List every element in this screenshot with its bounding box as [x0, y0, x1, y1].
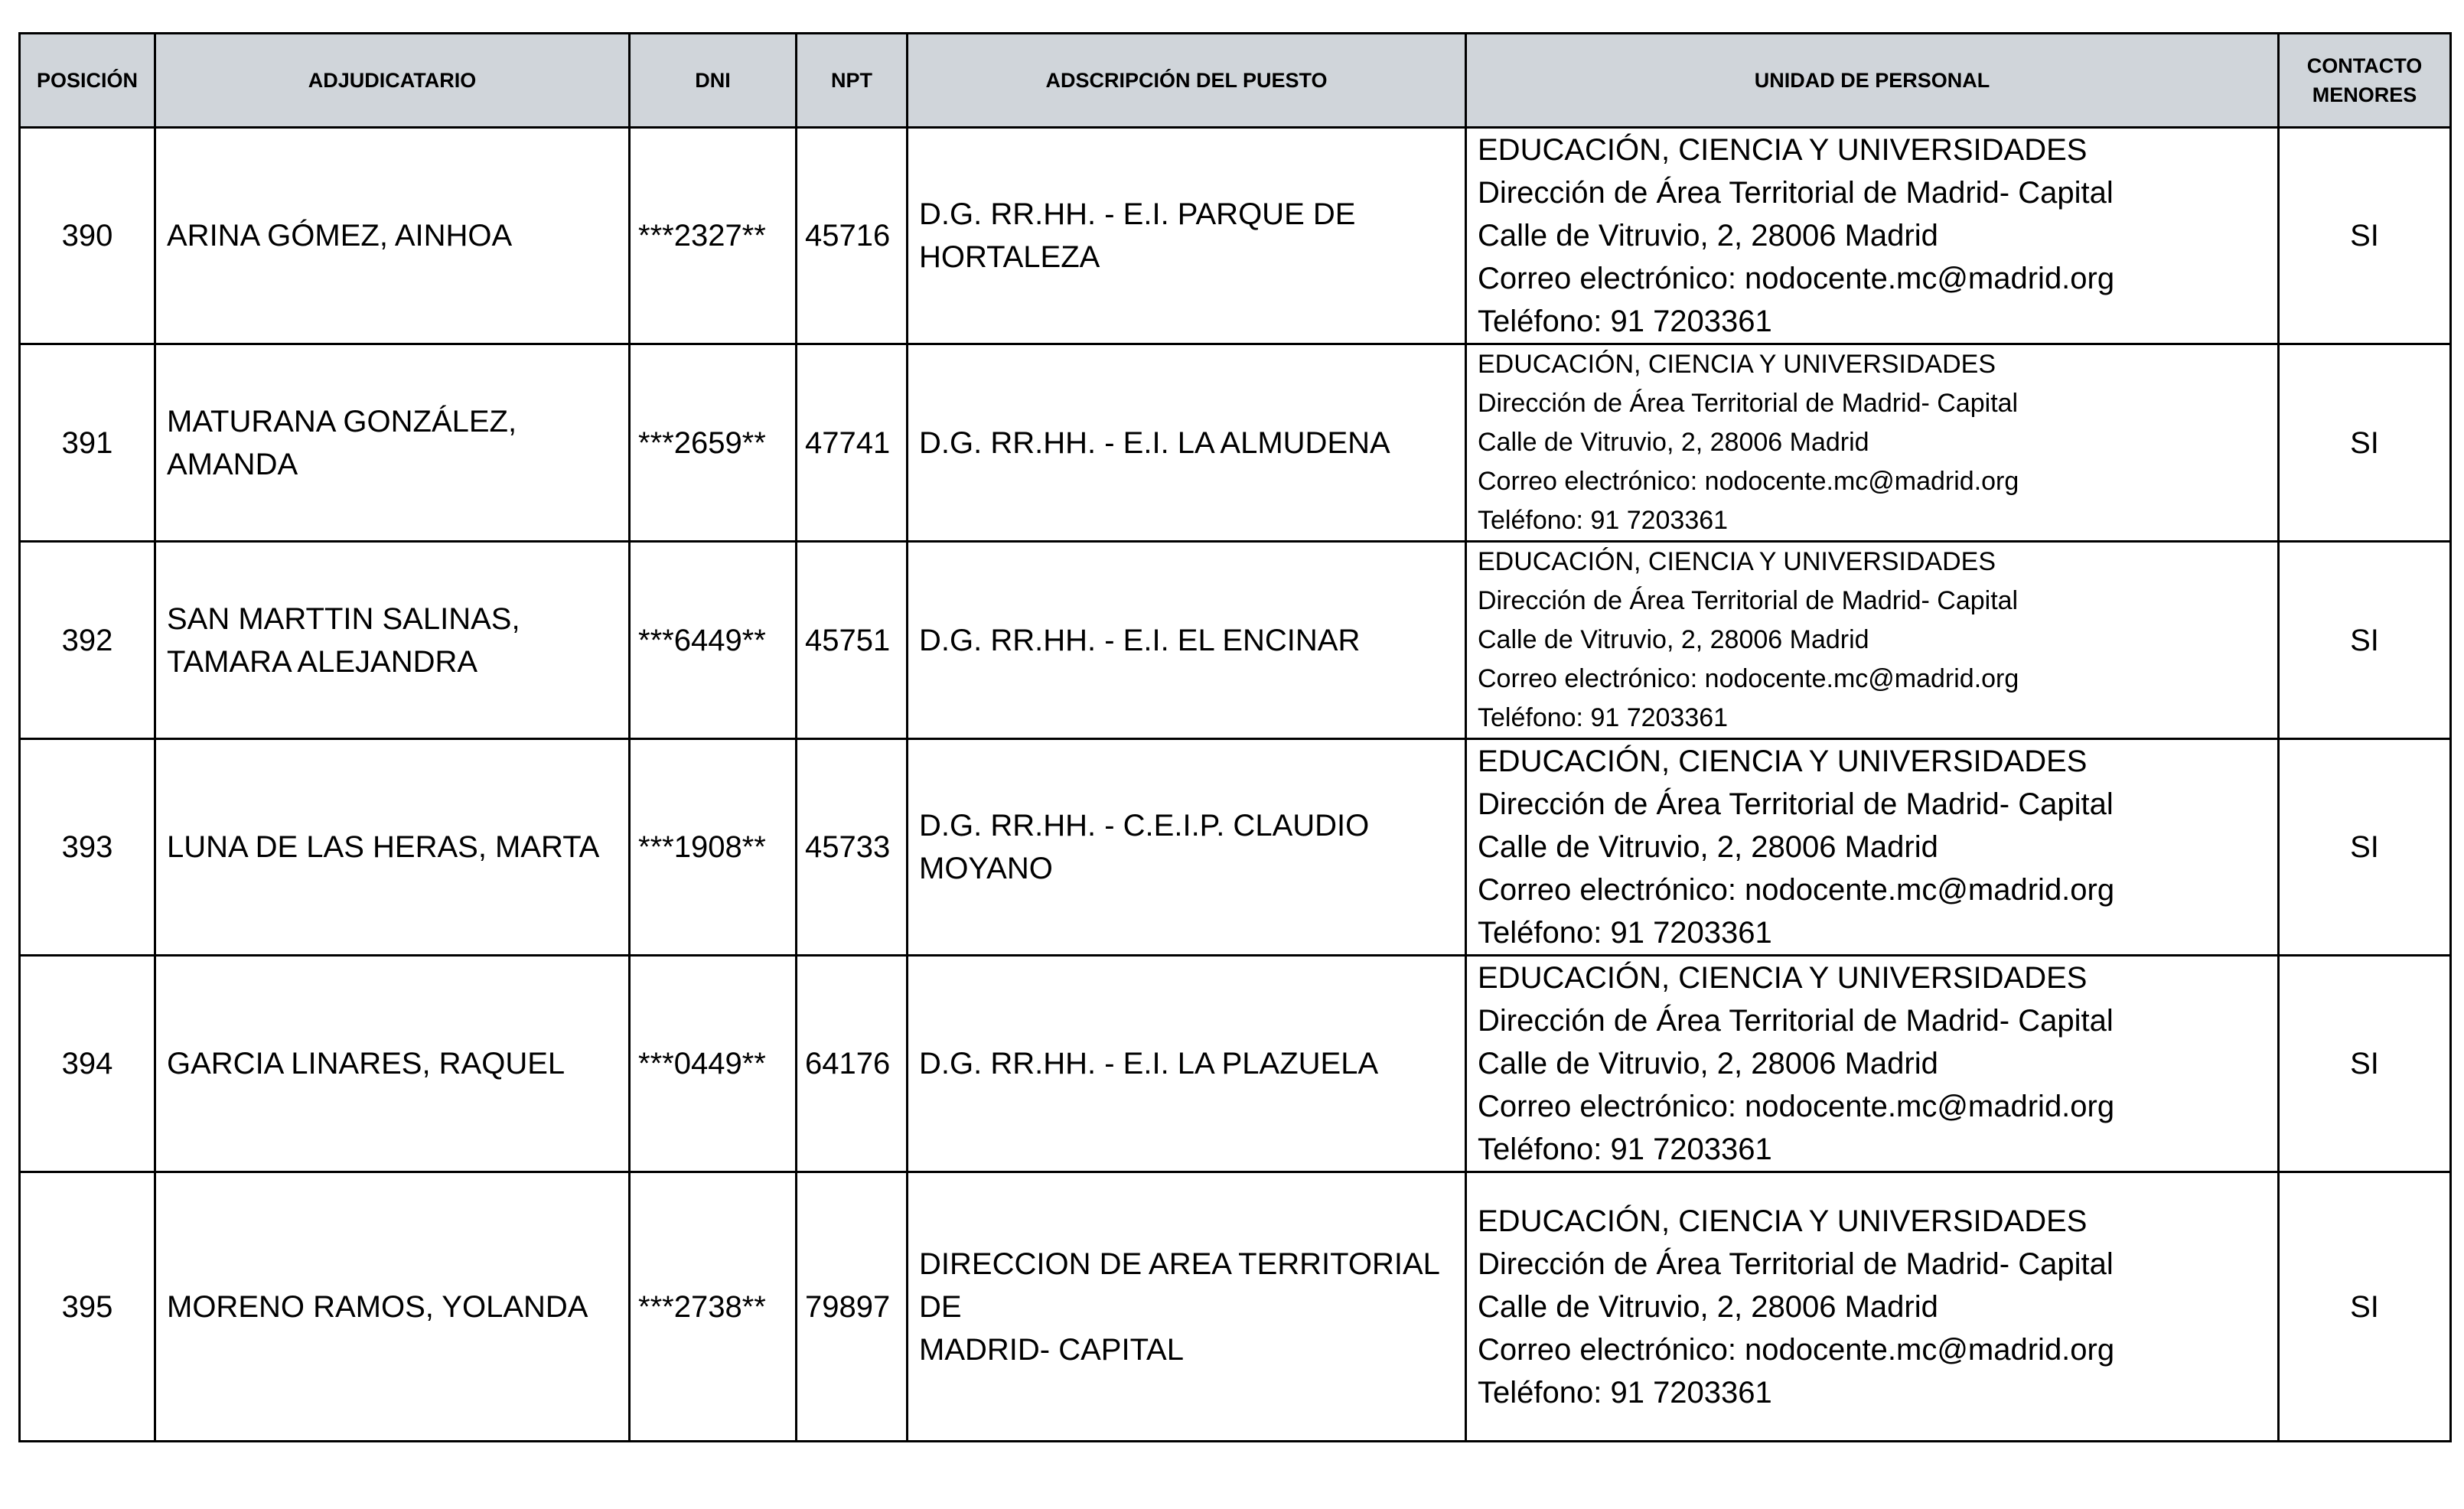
- cell-dni: ***2659**: [630, 344, 797, 542]
- cell-unidad: [1466, 344, 2279, 542]
- cell-unidad: [1466, 739, 2279, 956]
- cell-contacto-menores: SI: [2279, 956, 2451, 1172]
- unidad-line: Calle de Vitruvio, 2, 28006 Madrid: [1478, 1289, 1938, 1324]
- cell-unidad: [1466, 128, 2279, 344]
- unidad-line: EDUCACIÓN, CIENCIA Y UNIVERSIDADES: [1478, 1204, 2088, 1238]
- unidad-line: Teléfono: 91 7203361: [1478, 703, 1729, 732]
- cell-posicion: 394: [20, 956, 155, 1172]
- unidad-line: Calle de Vitruvio, 2, 28006 Madrid: [1478, 219, 1938, 253]
- adjudicatario-line: AMANDA: [167, 447, 298, 481]
- header-npt: NPT: [797, 34, 908, 128]
- cell-unidad: [1466, 542, 2279, 739]
- adjudicatario-line: SAN MARTTIN SALINAS,: [167, 601, 520, 636]
- unidad-line: Correo electrónico: nodocente.mc@madrid.org: [1478, 664, 2019, 693]
- cell-unidad: [1466, 956, 2279, 1172]
- header-adjudicatario: ADJUDICATARIO: [155, 34, 630, 128]
- table-row: [20, 956, 2451, 1172]
- cell-dni: ***2738**: [630, 1172, 797, 1442]
- unidad-line: Teléfono: 91 7203361: [1478, 916, 1772, 950]
- unidad-line: Calle de Vitruvio, 2, 28006 Madrid: [1478, 1047, 1938, 1080]
- cell-adjudicatario: [155, 1172, 630, 1442]
- unidad-line: Calle de Vitruvio, 2, 28006 Madrid: [1478, 625, 1869, 654]
- adscripcion-line: MADRID- CAPITAL: [919, 1332, 1184, 1367]
- unidad-line: EDUCACIÓN, CIENCIA Y UNIVERSIDADES: [1478, 133, 2088, 167]
- cell-adjudicatario: [155, 956, 630, 1172]
- adjudicatario-line: GARCIA LINARES, RAQUEL: [167, 1047, 565, 1080]
- adscripcion-line: MOYANO: [919, 852, 1053, 885]
- unidad-line: EDUCACIÓN, CIENCIA Y UNIVERSIDADES: [1478, 350, 1996, 379]
- cell-dni: ***0449**: [630, 956, 797, 1172]
- adscripcion-line: DIRECCION DE AREA TERRITORIAL DE: [919, 1247, 1439, 1324]
- table-row: [20, 344, 2451, 542]
- adscripcion-line: D.G. RR.HH. - C.E.I.P. CLAUDIO: [919, 809, 1370, 842]
- unidad-line: Teléfono: 91 7203361: [1478, 1375, 1772, 1410]
- adscripcion-line: D.G. RR.HH. - E.I. LA PLAZUELA: [919, 1047, 1379, 1080]
- cell-npt: 47741: [797, 344, 908, 542]
- cell-adscripcion: [908, 956, 1466, 1172]
- cell-dni: ***1908**: [630, 739, 797, 956]
- unidad-line: Calle de Vitruvio, 2, 28006 Madrid: [1478, 830, 1938, 864]
- header-row: [20, 34, 2451, 128]
- unidad-line: Correo electrónico: nodocente.mc@madrid.org: [1478, 1332, 2115, 1367]
- adjudicatario-line: TAMARA ALEJANDRA: [167, 644, 478, 679]
- header-unidad: UNIDAD DE PERSONAL: [1466, 34, 2279, 128]
- table-row: [20, 128, 2451, 344]
- table-body: [20, 128, 2451, 1442]
- header-contacto-menores: [2279, 34, 2451, 128]
- unidad-line: Correo electrónico: nodocente.mc@madrid.org: [1478, 262, 2115, 295]
- cell-posicion: 392: [20, 542, 155, 739]
- cell-adscripcion: [908, 739, 1466, 956]
- adscripcion-line: D.G. RR.HH. - E.I. EL ENCINAR: [919, 623, 1361, 657]
- unidad-line: EDUCACIÓN, CIENCIA Y UNIVERSIDADES: [1478, 547, 1996, 576]
- cell-dni: ***2327**: [630, 128, 797, 344]
- header-posicion: POSICIÓN: [20, 34, 155, 128]
- unidad-line: Correo electrónico: nodocente.mc@madrid.org: [1478, 467, 2019, 496]
- cell-npt: 79897: [797, 1172, 908, 1442]
- unidad-line: Teléfono: 91 7203361: [1478, 1133, 1772, 1166]
- cell-dni: ***6449**: [630, 542, 797, 739]
- unidad-line: Teléfono: 91 7203361: [1478, 305, 1772, 338]
- cell-unidad: [1466, 1172, 2279, 1442]
- cell-adscripcion: [908, 128, 1466, 344]
- table-row: [20, 739, 2451, 956]
- cell-posicion: 393: [20, 739, 155, 956]
- header-contacto-line2: MENORES: [2312, 83, 2417, 106]
- adscripcion-line: D.G. RR.HH. - E.I. PARQUE DE: [919, 197, 1356, 231]
- adjudicatario-line: ARINA GÓMEZ, AINHOA: [167, 219, 513, 253]
- cell-contacto-menores: SI: [2279, 128, 2451, 344]
- header-dni: DNI: [630, 34, 797, 128]
- unidad-line: Dirección de Área Territorial de Madrid- Capital: [1478, 389, 2019, 418]
- unidad-line: Correo electrónico: nodocente.mc@madrid.org: [1478, 1090, 2115, 1123]
- table-row: [20, 1172, 2451, 1442]
- cell-adjudicatario: [155, 542, 630, 739]
- unidad-line: Dirección de Área Territorial de Madrid- Capital: [1478, 176, 2114, 210]
- cell-npt: 64176: [797, 956, 908, 1172]
- unidad-line: EDUCACIÓN, CIENCIA Y UNIVERSIDADES: [1478, 961, 2088, 995]
- unidad-line: EDUCACIÓN, CIENCIA Y UNIVERSIDADES: [1478, 745, 2088, 778]
- adjudicatario-line: MORENO RAMOS, YOLANDA: [167, 1289, 588, 1324]
- table-row: [20, 542, 2451, 739]
- adscripcion-line: D.G. RR.HH. - E.I. LA ALMUDENA: [919, 425, 1390, 460]
- unidad-line: Calle de Vitruvio, 2, 28006 Madrid: [1478, 428, 1869, 457]
- cell-posicion: 390: [20, 128, 155, 344]
- cell-adscripcion: [908, 542, 1466, 739]
- cell-adscripcion: [908, 1172, 1466, 1442]
- cell-adjudicatario: [155, 344, 630, 542]
- adscripcion-line: HORTALEZA: [919, 240, 1100, 274]
- cell-adjudicatario: [155, 128, 630, 344]
- cell-npt: 45733: [797, 739, 908, 956]
- cell-posicion: 395: [20, 1172, 155, 1442]
- cell-npt: 45751: [797, 542, 908, 739]
- cell-adscripcion: [908, 344, 1466, 542]
- unidad-line: Dirección de Área Territorial de Madrid- Capital: [1478, 586, 2019, 615]
- unidad-line: Dirección de Área Territorial de Madrid- Capital: [1478, 787, 2114, 821]
- cell-adjudicatario: [155, 739, 630, 956]
- cell-contacto-menores: SI: [2279, 739, 2451, 956]
- adjudicatario-line: MATURANA GONZÁLEZ,: [167, 404, 517, 438]
- cell-contacto-menores: SI: [2279, 1172, 2451, 1442]
- cell-posicion: 391: [20, 344, 155, 542]
- unidad-line: Teléfono: 91 7203361: [1478, 506, 1729, 535]
- adjudication-table: [18, 32, 2452, 1442]
- unidad-line: Correo electrónico: nodocente.mc@madrid.org: [1478, 873, 2115, 907]
- unidad-line: Dirección de Área Territorial de Madrid- Capital: [1478, 1247, 2114, 1281]
- header-contacto-line1: CONTACTO: [2306, 54, 2423, 77]
- unidad-line: Dirección de Área Territorial de Madrid- Capital: [1478, 1004, 2114, 1038]
- header-adscripcion: ADSCRIPCIÓN DEL PUESTO: [908, 34, 1466, 128]
- cell-contacto-menores: SI: [2279, 344, 2451, 542]
- cell-contacto-menores: SI: [2279, 542, 2451, 739]
- cell-npt: 45716: [797, 128, 908, 344]
- adjudicatario-line: LUNA DE LAS HERAS, MARTA: [167, 830, 600, 864]
